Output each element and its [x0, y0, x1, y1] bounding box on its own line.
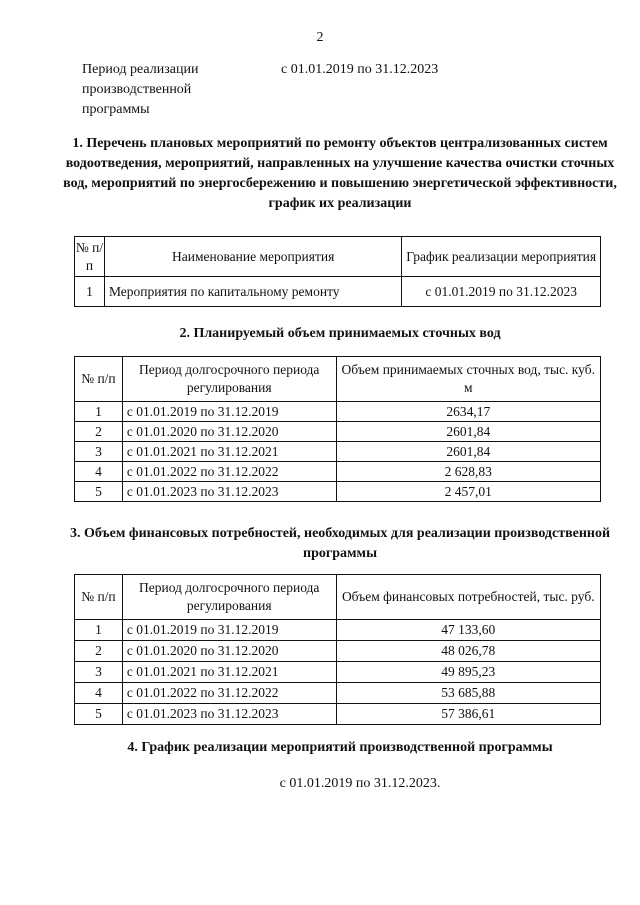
- table-row: [75, 462, 601, 482]
- table-header-row: [75, 357, 601, 402]
- table-cell: 2: [75, 641, 123, 662]
- table-row: [75, 482, 601, 502]
- table-cell: 48 026,78: [336, 641, 600, 662]
- table-cell: с 01.01.2022 по 31.12.2022: [122, 462, 336, 482]
- table-cell: 2634,17: [336, 402, 600, 422]
- table-cell: 2: [75, 422, 123, 442]
- table-row: [75, 620, 601, 641]
- table-cell: 4: [75, 683, 123, 704]
- table-row: [75, 683, 601, 704]
- table-cell: с 01.01.2020 по 31.12.2020: [122, 641, 336, 662]
- header-cell: Объем принимаемых сточных вод, тыс. куб. м: [336, 357, 600, 402]
- table-cell: 57 386,61: [336, 704, 600, 725]
- table-cell: 47 133,60: [336, 620, 600, 641]
- section2-table: [74, 356, 601, 502]
- section3-title: 3. Объем финансовых потребностей, необходимых для реализации производственной программы: [69, 526, 611, 561]
- section2-title: 2. Планируемый объем принимаемых сточных вод: [179, 326, 501, 341]
- header-cell: Период долгосрочного периода регулирования: [122, 575, 336, 620]
- table-cell: с 01.01.2019 по 31.12.2019: [122, 402, 336, 422]
- table-cell: 3: [75, 442, 123, 462]
- section4-title: 4. График реализации мероприятий производственной программы: [127, 740, 553, 755]
- table-cell: 2601,84: [336, 442, 600, 462]
- table-row: [75, 704, 601, 725]
- header-cell: Период долгосрочного периода регулирования: [122, 357, 336, 402]
- table-row: [75, 641, 601, 662]
- table-cell: с 01.01.2023 по 31.12.2023: [122, 482, 336, 502]
- header-cell: № п/п: [75, 237, 105, 277]
- table-cell: 1: [75, 402, 123, 422]
- table-cell: 49 895,23: [336, 662, 600, 683]
- header-cell: Объем финансовых потребностей, тыс. руб.: [336, 575, 600, 620]
- header-cell: График реализации мероприятия: [402, 237, 601, 277]
- table-cell: Мероприятия по капитальному ремонту: [104, 277, 401, 307]
- header-cell: № п/п: [75, 575, 123, 620]
- table-row: [75, 442, 601, 462]
- table-cell: с 01.01.2023 по 31.12.2023: [122, 704, 336, 725]
- table-cell: с 01.01.2019 по 31.12.2019: [122, 620, 336, 641]
- table-cell: 53 685,88: [336, 683, 600, 704]
- table-cell: 3: [75, 662, 123, 683]
- table-cell: 5: [75, 704, 123, 725]
- section3-table: [74, 574, 601, 725]
- table-cell: с 01.01.2021 по 31.12.2021: [122, 662, 336, 683]
- table-cell: 2601,84: [336, 422, 600, 442]
- table-cell: с 01.01.2022 по 31.12.2022: [122, 683, 336, 704]
- table-cell: 4: [75, 462, 123, 482]
- table-cell: 1: [75, 277, 105, 307]
- table-cell: с 01.01.2021 по 31.12.2021: [122, 442, 336, 462]
- table-row: [75, 277, 601, 307]
- table-cell: с 01.01.2019 по 31.12.2023: [402, 277, 601, 307]
- table-row: [75, 422, 601, 442]
- header-cell: № п/п: [75, 357, 123, 402]
- table-row: [75, 662, 601, 683]
- page-number: 2: [316, 30, 324, 45]
- section1-table: [74, 236, 601, 307]
- table-header-row: [75, 237, 601, 277]
- table-cell: 2 628,83: [336, 462, 600, 482]
- table-header-row: [75, 575, 601, 620]
- table-cell: 5: [75, 482, 123, 502]
- period-label: Период реализации производственной программы: [82, 62, 199, 117]
- table-row: [75, 402, 601, 422]
- table-cell: 1: [75, 620, 123, 641]
- table-cell: 2 457,01: [336, 482, 600, 502]
- header-cell: Наименование мероприятия: [104, 237, 401, 277]
- table-cell: с 01.01.2020 по 31.12.2020: [122, 422, 336, 442]
- section1-title: 1. Перечень плановых мероприятий по ремонту объектов централизованных систем водоотведения, мероприятий, направленных на улучшение качества очистки сточных вод, мероприятий по энергосбережению и повышению энергетической эффективности, график их реализации: [63, 136, 617, 211]
- section4-value: с 01.01.2019 по 31.12.2023.: [279, 776, 441, 791]
- period-value: с 01.01.2019 по 31.12.2023: [281, 62, 439, 77]
